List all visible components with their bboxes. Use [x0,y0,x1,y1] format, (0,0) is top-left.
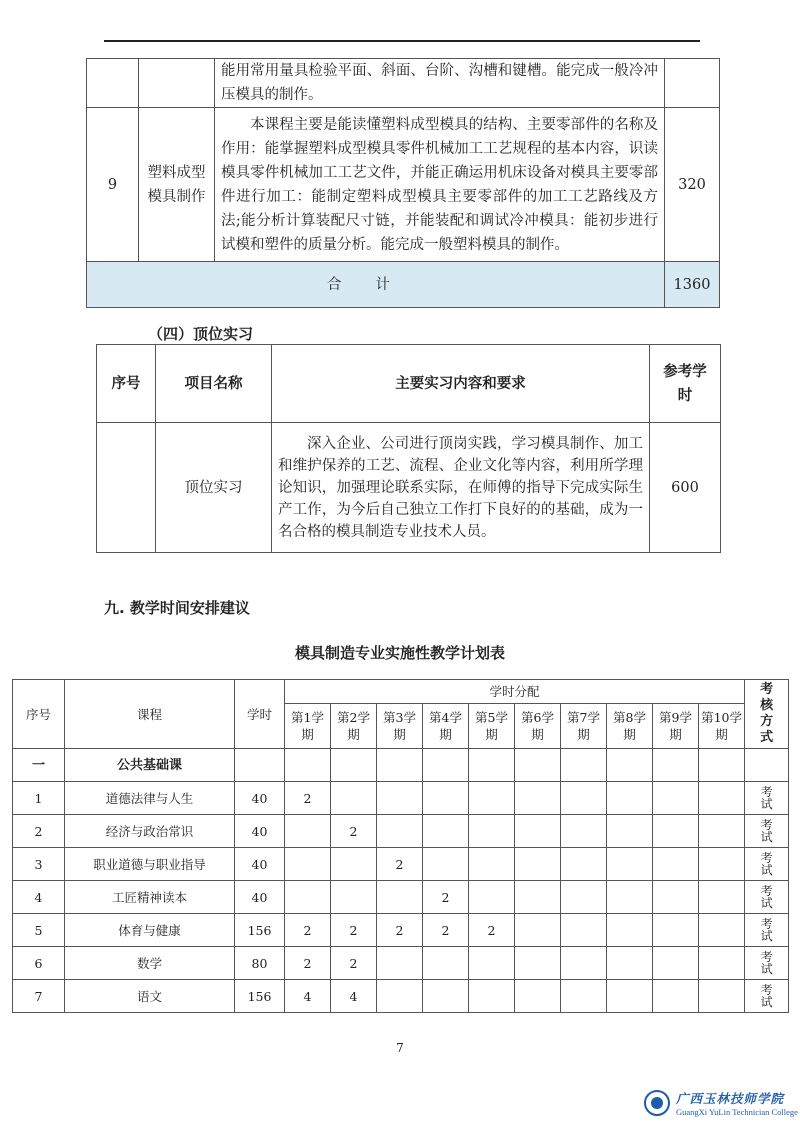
exam-method [745,980,789,1013]
header-rule [104,40,700,42]
exam-method-label: 考试 [760,851,773,877]
semester-hours [285,815,331,848]
semester-hours [561,881,607,914]
empty-cell [235,749,285,782]
semester-hours [653,782,699,815]
course-name: 数学 [65,947,235,980]
exam-method-label: 考试 [760,785,773,811]
semester-hours [377,980,423,1013]
semester-hours: 4 [285,980,331,1013]
semester-hours: 2 [285,914,331,947]
row-number [97,423,156,553]
internship-table [96,344,721,553]
section-heading-internship: （四）顶位实习 [148,325,254,343]
semester-hours: 2 [331,914,377,947]
header-content: 主要实习内容和要求 [272,345,650,423]
semester-hours: 2 [331,947,377,980]
course-table [86,58,720,308]
semester-hours [561,782,607,815]
course-hours: 320 [665,108,720,262]
header-course: 课程 [65,680,235,749]
semester-hours [653,914,699,947]
semester-hours [331,848,377,881]
header-exam-label: 考核方式 [760,682,774,745]
course-name: 语文 [65,980,235,1013]
course-name: 道德法律与人生 [65,782,235,815]
empty-cell [699,749,745,782]
plan-table-title: 模具制造专业实施性教学计划表 [294,644,505,662]
category-row [13,749,789,782]
semester-header: 第4学期 [423,704,469,749]
semester-hours [515,914,561,947]
course-name: 体育与健康 [65,914,235,947]
course-hours [665,59,720,108]
course-name [139,59,215,108]
exam-method [745,881,789,914]
header-exam-method [745,680,789,749]
empty-cell [515,749,561,782]
course-description: 能用常用量具检验平面、斜面、台阶、沟槽和键槽。能完成一般冷冲压模具的制作。 [215,59,665,108]
exam-method [745,914,789,947]
semester-hours [561,980,607,1013]
semester-hours [423,815,469,848]
exam-method [745,815,789,848]
table-row [13,815,789,848]
course-hours: 40 [235,848,285,881]
semester-hours [561,848,607,881]
exam-method [745,848,789,881]
college-name-en: GuangXi YuLin Technician College [676,1107,798,1117]
course-hours: 80 [235,947,285,980]
semester-header: 第8学期 [607,704,653,749]
semester-hours [699,848,745,881]
header-number: 序号 [97,345,156,423]
semester-header: 第10学期 [699,704,745,749]
course-name: 工匠精神读本 [65,881,235,914]
semester-hours [377,881,423,914]
semester-hours [561,914,607,947]
college-emblem-icon [644,1090,670,1116]
row-number: 4 [13,881,65,914]
semester-hours [331,881,377,914]
exam-method [745,947,789,980]
row-number: 9 [87,108,139,262]
semester-hours [699,881,745,914]
semester-hours: 2 [469,914,515,947]
semester-hours [607,947,653,980]
semester-hours [469,947,515,980]
semester-hours [653,980,699,1013]
table-row [13,782,789,815]
row-number: 6 [13,947,65,980]
exam-method-label: 考试 [760,884,773,910]
row-number: 3 [13,848,65,881]
empty-cell [331,749,377,782]
semester-hours [653,947,699,980]
semester-hours [607,980,653,1013]
course-hours: 156 [235,980,285,1013]
semester-header: 第2学期 [331,704,377,749]
semester-hours [469,848,515,881]
semester-header: 第9学期 [653,704,699,749]
header-hours [650,345,721,423]
table-header-row [97,345,721,423]
semester-hours [469,782,515,815]
plan-header-row [13,680,789,704]
empty-cell [745,749,789,782]
semester-hours: 2 [285,782,331,815]
semester-header: 第6学期 [515,704,561,749]
course-name: 经济与政治常识 [65,815,235,848]
semester-hours: 2 [377,914,423,947]
empty-cell [607,749,653,782]
table-row [13,848,789,881]
header-project-name: 项目名称 [156,345,272,423]
semester-header: 第5学期 [469,704,515,749]
header-number: 序号 [13,680,65,749]
row-number: 7 [13,980,65,1013]
exam-method-label: 考试 [760,818,773,844]
semester-hours [561,947,607,980]
table-row [13,914,789,947]
empty-cell [285,749,331,782]
semester-hours [607,815,653,848]
total-row [87,262,720,308]
course-description: 本课程主要是能读懂塑料成型模具的结构、主要零部件的名称及作用：能掌握塑料成型模具零件机械加工工艺规程的基本内容，识读模具零件机械加工工艺文件，并能正确运用机床设备对模具主要零部件进行加工：能制定塑料成型模具主要零部件的加工工艺路线及方法;能分析计算装配尺寸链，并能装配和调试冷冲模具：能初步进行试模和塑件的质量分析。能完成一般塑料模具的制作。 [215,108,665,262]
table-row [13,980,789,1013]
semester-hours [377,782,423,815]
table-row [13,881,789,914]
semester-hours [607,782,653,815]
table-row [87,59,720,108]
table-row [13,947,789,980]
exam-method-label: 考试 [760,950,773,976]
semester-hours [423,947,469,980]
semester-hours [607,848,653,881]
row-number: 5 [13,914,65,947]
section-heading-schedule: 九. 教学时间安排建议 [104,599,250,617]
semester-hours: 4 [331,980,377,1013]
empty-cell [377,749,423,782]
semester-hours [561,815,607,848]
row-number: 1 [13,782,65,815]
teaching-plan-table [12,679,789,1013]
category-name: 公共基础课 [65,749,235,782]
semester-hours [423,848,469,881]
table-row [97,423,721,553]
empty-cell [561,749,607,782]
semester-hours [285,881,331,914]
semester-hours [699,980,745,1013]
semester-hours: 2 [331,815,377,848]
semester-hours [515,881,561,914]
semester-hours [377,947,423,980]
semester-hours [515,782,561,815]
semester-hours [699,815,745,848]
course-hours: 40 [235,881,285,914]
header-hours-label: 参考学时 [663,363,707,404]
category-number: 一 [13,749,65,782]
row-number: 2 [13,815,65,848]
semester-hours [469,980,515,1013]
exam-method [745,782,789,815]
semester-hours [377,815,423,848]
semester-hours [423,782,469,815]
exam-method-label: 考试 [760,917,773,943]
semester-hours [285,848,331,881]
semester-hours [653,848,699,881]
semester-header: 第1学期 [285,704,331,749]
semester-hours [515,947,561,980]
semester-hours [423,980,469,1013]
project-name: 顶位实习 [156,423,272,553]
college-name-cn: 广西玉林技师学院 [676,1091,785,1106]
semester-hours [699,914,745,947]
semester-hours [607,881,653,914]
header-distribution: 学时分配 [285,680,745,704]
empty-cell [469,749,515,782]
semester-hours [653,815,699,848]
table-row [87,108,720,262]
exam-method-label: 考试 [760,983,773,1009]
course-hours: 40 [235,815,285,848]
semester-hours [515,848,561,881]
semester-hours [331,782,377,815]
semester-hours [469,881,515,914]
semester-hours: 2 [423,914,469,947]
empty-cell [653,749,699,782]
total-label: 合计 [87,262,665,308]
course-name: 塑料成型模具制作 [139,108,215,262]
semester-header: 第3学期 [377,704,423,749]
course-hours: 40 [235,782,285,815]
semester-hours: 2 [285,947,331,980]
semester-hours [515,980,561,1013]
semester-hours [469,815,515,848]
semester-header: 第7学期 [561,704,607,749]
semester-hours [607,914,653,947]
semester-hours [515,815,561,848]
semester-hours [699,782,745,815]
course-hours: 156 [235,914,285,947]
total-hours: 1360 [665,262,720,308]
internship-description: 深入企业、公司进行顶岗实践，学习模具制作、加工和维护保养的工艺、流程、企业文化等内容，利用所学理论知识，加强理论联系实际，在师傅的指导下完成实际生产工作，为今后自己独立工作打下良好的的基础，成为一名合格的模具制造专业技术人员。 [272,423,650,553]
semester-hours [653,881,699,914]
semester-hours: 2 [377,848,423,881]
semester-hours: 2 [423,881,469,914]
course-name: 职业道德与职业指导 [65,848,235,881]
page-number: 7 [396,1041,404,1055]
header-hours: 学时 [235,680,285,749]
semester-hours [699,947,745,980]
row-number [87,59,139,108]
empty-cell [423,749,469,782]
internship-hours: 600 [650,423,721,553]
college-logo [644,1087,796,1121]
